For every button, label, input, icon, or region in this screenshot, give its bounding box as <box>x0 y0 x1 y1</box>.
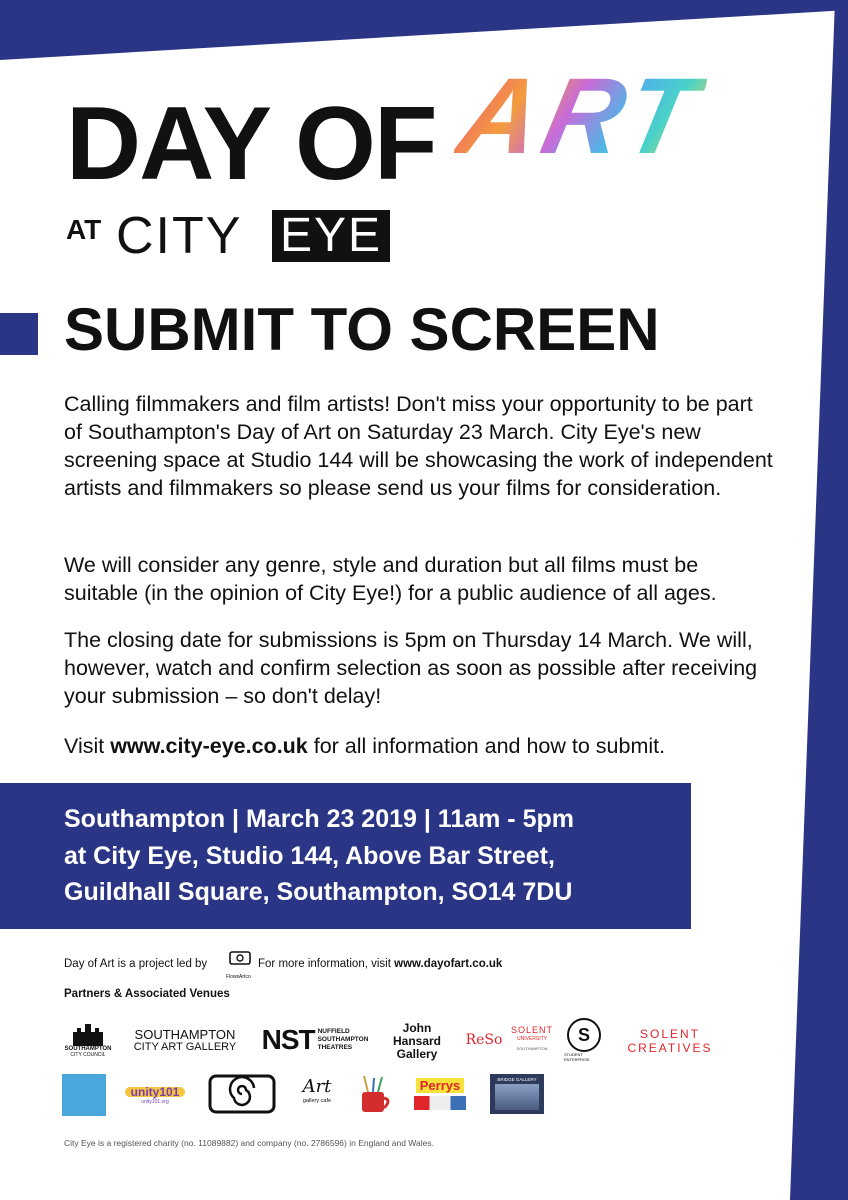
deadline-paragraph: The closing date for submissions is 5pm on Thursday 14 March. We will, however, watch and confirm selection as soon as possible after receiving your submission – so don't delay! <box>64 628 758 708</box>
nst-logo <box>260 1024 370 1056</box>
bridge-gallery-logo <box>490 1074 544 1114</box>
nst-mark: NST <box>261 1024 315 1055</box>
logo-day-of: DAY OF <box>66 86 436 202</box>
nst-line3: THEATRES <box>317 1044 353 1051</box>
city-eye-link[interactable]: www.city-eye.co.uk <box>110 734 308 758</box>
art-gallery-line1: SOUTHAMPTON <box>134 1027 236 1042</box>
perrys-mark: Perrys <box>416 1078 464 1093</box>
fixflo-caption: FlowsArtco <box>226 974 251 980</box>
intro-paragraph: Calling filmmakers and film artists! Don't miss your opportunity to be part of Southampton's Day of Art on Saturday 23 March. City Eye's new screening space at Studio 144 will be showcasing the work of independent artists and filmmakers so please send us your films for consideration. <box>64 392 773 500</box>
unity-sub: unity101.org <box>141 1099 169 1105</box>
perrys-logo <box>410 1074 470 1114</box>
solent-uni-sub: UNIVERSITY <box>516 1035 547 1042</box>
solent-creatives-line2: CREATIVES <box>627 1041 713 1055</box>
hansard-line2: Hansard <box>392 1033 442 1048</box>
bridge-gallery-photo <box>495 1084 539 1110</box>
fixflo-logo-icon <box>228 951 252 971</box>
spiral-gallery-icon <box>208 1074 276 1114</box>
visit-paragraph <box>64 732 774 760</box>
more-info-prefix: For more information, visit <box>258 958 395 970</box>
art-cafe-caption: gallery cafe <box>302 1098 332 1104</box>
castle-icon <box>71 1022 105 1046</box>
bridge-gallery-name: BRIDGE GALLERY <box>497 1077 537 1082</box>
southampton-council-logo <box>60 1020 116 1060</box>
logo-art: ART <box>448 55 713 176</box>
solent-creatives-logo <box>618 1026 722 1056</box>
unity-mark: unity101 <box>125 1087 186 1097</box>
city-art-gallery-logo <box>124 1026 246 1056</box>
event-date-line: Southampton | March 23 2019 | 11am - 5pm <box>64 805 574 833</box>
art-cafe-mark: Art <box>302 1076 332 1097</box>
partners-title: Partners & Associated Venues <box>64 988 230 1000</box>
student-enterprise-caption: STUDENT ENTERPRISE <box>564 1052 590 1062</box>
led-by-text: Day of Art is a project led by <box>64 958 208 970</box>
more-info-text <box>258 958 502 970</box>
nst-line2: SOUTHAMPTON <box>317 1036 369 1043</box>
council-name: SOUTHAMPTON <box>64 1046 112 1052</box>
council-sub: CITY COUNCIL <box>70 1052 106 1058</box>
logo-eye: EYE <box>272 210 390 262</box>
visit-suffix: for all information and how to submit. <box>307 734 666 758</box>
right-band <box>780 0 848 1200</box>
visit-prefix: Visit <box>64 734 111 758</box>
hansard-line1: John <box>402 1020 432 1035</box>
art-gallery-line2: CITY ART GALLERY <box>133 1041 237 1053</box>
solent-uni-name: SOLENT <box>510 1024 553 1035</box>
left-tab <box>0 313 38 355</box>
solent-uni-sub2: SOUTHAMPTON <box>516 1045 548 1051</box>
john-hansard-gallery-logo <box>382 1020 452 1062</box>
art-house-cafe-logo <box>292 1072 342 1116</box>
event-address-line: Guildhall Square, Southampton, SO14 7DU <box>64 878 573 906</box>
criteria-paragraph: We will consider any genre, style and duration but all films must be suitable (in the opinion of City Eye!) for a public audience of all ages. <box>64 553 717 605</box>
top-band <box>0 0 848 60</box>
student-enterprise-mark: S <box>567 1018 601 1052</box>
logo-at: AT <box>66 214 102 245</box>
solent-creatives-line1: SOLENT <box>639 1027 700 1041</box>
paint-pot-icon <box>354 1074 394 1116</box>
dayofart-link[interactable]: www.dayofart.co.uk <box>394 958 503 970</box>
student-enterprise-logo <box>564 1018 604 1062</box>
nst-line1: NUFFIELD <box>317 1028 350 1035</box>
accessible-arts-logo <box>62 1074 106 1116</box>
perrys-tube-icon <box>414 1096 466 1110</box>
event-info-box <box>0 783 691 929</box>
unity-101-logo <box>118 1084 192 1110</box>
page-title: SUBMIT TO SCREEN <box>64 296 660 363</box>
reso-logo: ReSo <box>465 1032 503 1048</box>
hansard-line3: Gallery <box>396 1046 438 1061</box>
charity-footer: City Eye is a registered charity (no. 11089882) and company (no. 2786596) in England and Wales. <box>64 1138 434 1148</box>
solent-university-logo <box>508 1022 556 1056</box>
event-venue-line: at City Eye, Studio 144, Above Bar Street, <box>64 842 555 870</box>
logo-city: CITY <box>116 207 243 265</box>
